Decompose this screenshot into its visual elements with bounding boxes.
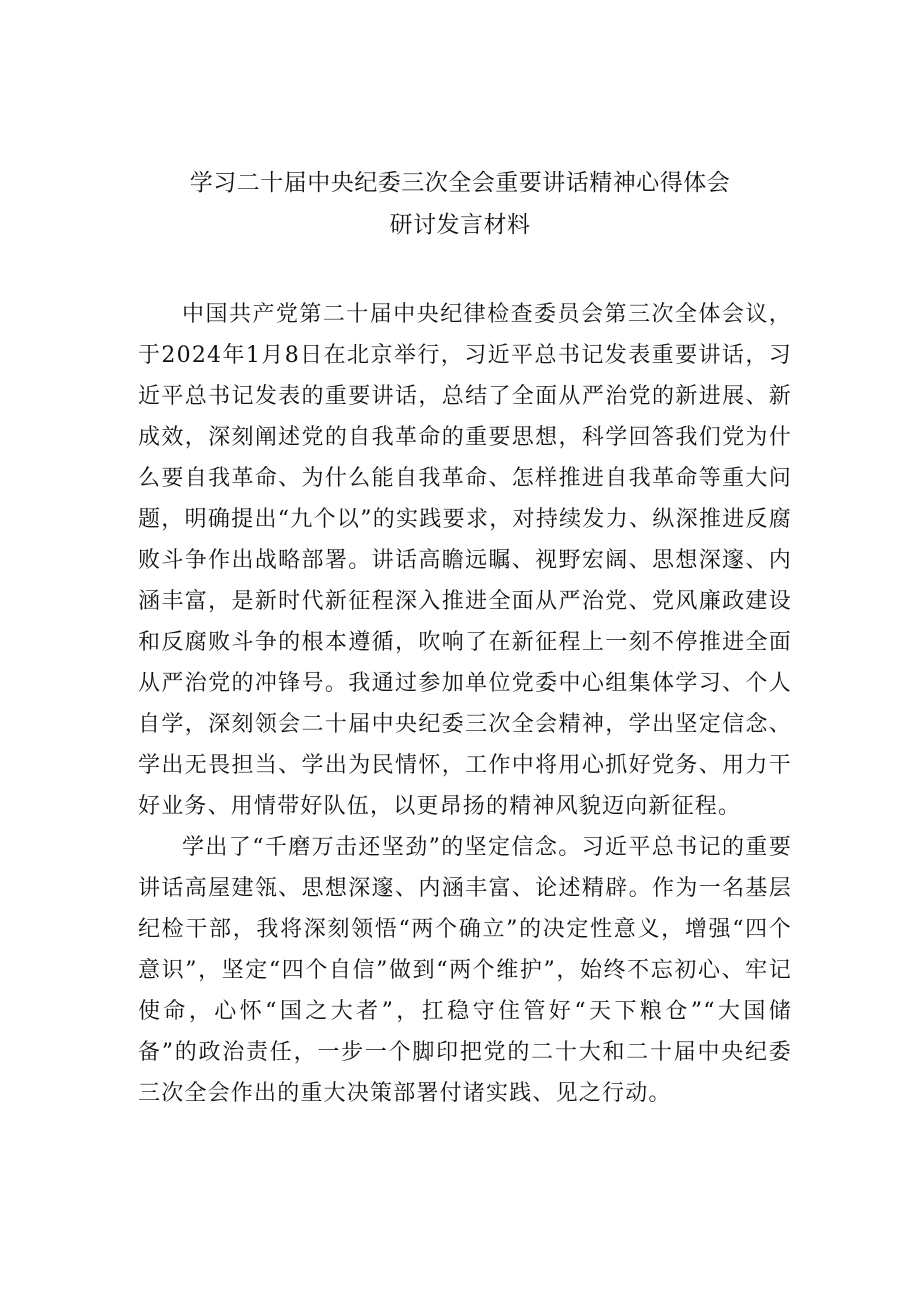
title-line-1: 学习二十届中央纪委三次全会重要讲话精神心得体会	[189, 170, 731, 196]
title-line-2: 研讨发言材料	[389, 212, 531, 238]
document-body	[138, 294, 792, 1114]
paragraph-1: 中国共产党第二十届中央纪律检查委员会第三次全体会议，于2024年1月8日在北京举行，习近平总书记发表重要讲话，习近平总书记发表的重要讲话，总结了全面从严治党的新进展、新成效，深刻阐述党的自我革命的重要思想，科学回答我们党为什么要自我革命、为什么能自我革命、怎样推进自我革命等重大问题，明确提出“九个以”的实践要求，对持续发力、纵深推进反腐败斗争作出战略部署。讲话高瞻远瞩、视野宏阔、思想深邃、内涵丰富，是新时代新征程深入推进全面从严治党、党风廉政建设和反腐败斗争的根本遵循，吹响了在新征程上一刻不停推进全面从严治党的冲锋号。我通过参加单位党委中心组集体学习、个人自学，深刻领会二十届中央纪委三次全会精神，学出坚定信念、学出无畏担当、学出为民情怀，工作中将用心抓好党务、用力干好业务、用情带好队伍，以更昂扬的精神风貌迈向新征程。	[138, 302, 792, 819]
document-title	[0, 162, 920, 246]
paragraph-2: 学出了“千磨万击还坚劲”的坚定信念。习近平总书记的重要讲话高屋建瓴、思想深邃、内涵丰富、论述精辟。作为一名基层纪检干部，我将深刻领悟“两个确立”的决定性意义，增强“四个意识”，坚定“四个自信”做到“两个维护”，始终不忘初心、牢记使命，心怀“国之大者”，扛稳守住管好“天下粮仓”“大国储备”的政治责任，一步一个脚印把党的二十大和二十届中央纪委三次全会作出的重大决策部署付诸实践、见之行动。	[138, 835, 792, 1106]
